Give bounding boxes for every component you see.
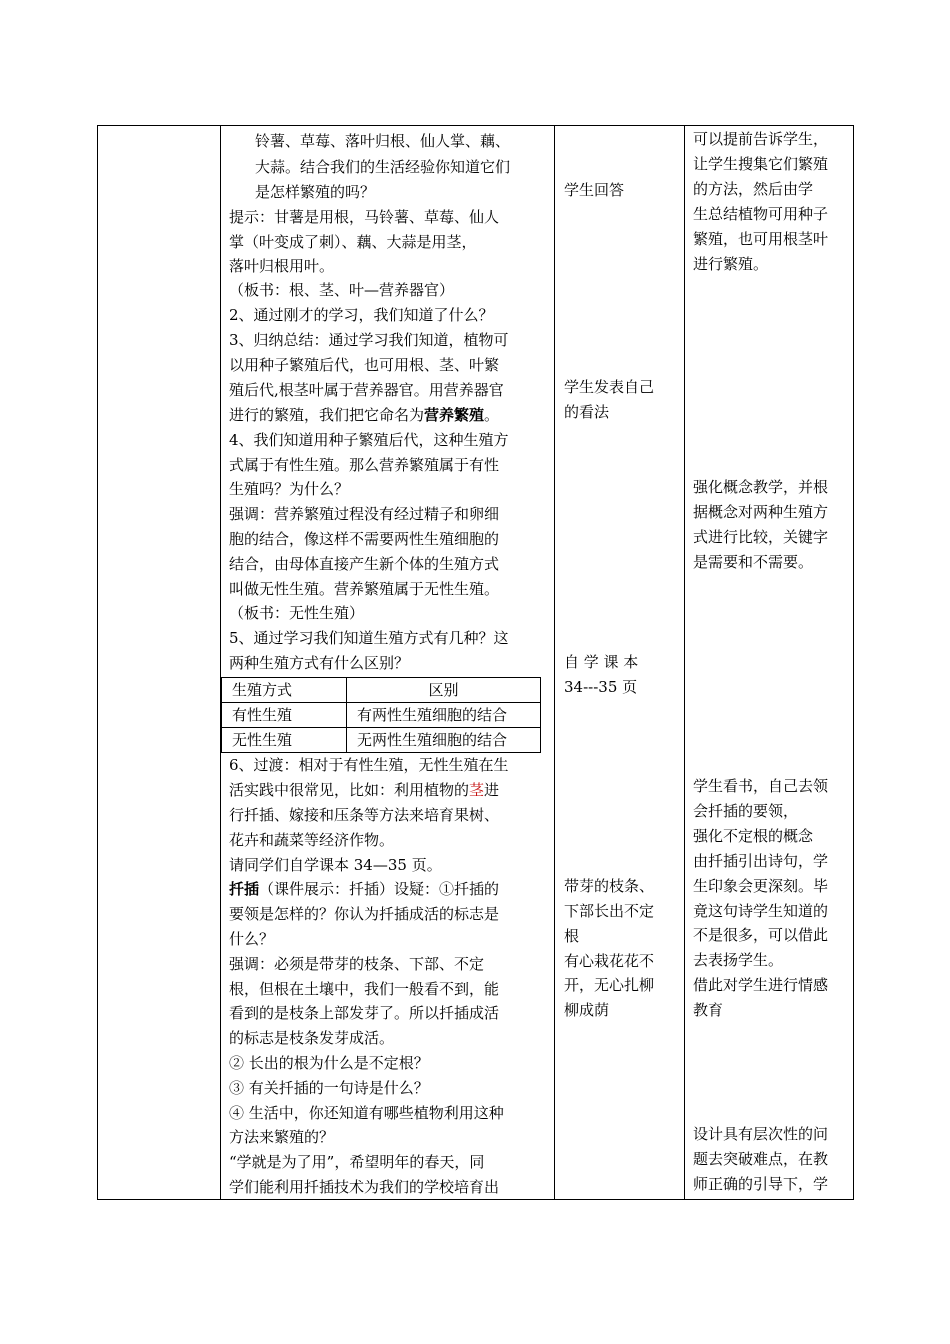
text-line: 不是很多，可以借此 xyxy=(693,926,829,944)
text-span: 进 xyxy=(484,781,500,799)
text-line: 的方法，然后由学 xyxy=(693,180,814,198)
text-line: 什么？ xyxy=(229,930,275,948)
text-line: 的标志是枝条发芽成活。 xyxy=(229,1029,395,1047)
text-line: 根 xyxy=(564,927,580,945)
text-line: ④ 生活中，你还知道有哪些植物利用这种 xyxy=(229,1104,504,1122)
text-line: 让学生搜集它们繁殖 xyxy=(693,155,829,173)
design-intent-cell xyxy=(685,126,854,1200)
text-line: 要领是怎样的？你认为扦插成活的标志是 xyxy=(229,905,500,923)
text-line: 强化不定根的概念 xyxy=(693,827,814,845)
text-line: 自 学 课 本 xyxy=(564,653,639,671)
text-line: 学生回答 xyxy=(564,181,625,199)
text-line: 进行繁殖。 xyxy=(693,255,769,273)
text-line: 开，无心扎柳 xyxy=(564,976,655,994)
table-cell: 无性生殖 xyxy=(222,728,347,753)
text-line: 式进行比较，关键字 xyxy=(693,528,829,546)
text-line xyxy=(229,880,499,898)
text-line: 设计具有层次性的问 xyxy=(693,1125,829,1143)
text-line: ③ 有关扦插的一句诗是什么？ xyxy=(229,1079,429,1097)
text-line: 生印象会更深刻。毕 xyxy=(693,877,829,895)
text-line: 可以提前告诉学生， xyxy=(693,130,829,148)
text-line: 6、过渡：相对于有性生殖，无性生殖在生 xyxy=(229,756,509,774)
text-line: 4、我们知道用种子繁殖后代，这种生殖方 xyxy=(229,431,509,449)
text-line: 提示：甘薯是用根，马铃薯、草莓、仙人 xyxy=(229,208,500,226)
text-line: 是需要和不需要。 xyxy=(693,553,814,571)
text-span: 。 xyxy=(484,406,500,424)
text-line: 掌（叶变成了刺）、藕、大蒜是用茎， xyxy=(229,233,477,251)
text-line: 5、通过学习我们知道生殖方式有几种？这 xyxy=(229,629,509,647)
blackboard-note: （板书：无性生殖） xyxy=(229,604,365,622)
text-line: 方法来繁殖的？ xyxy=(229,1128,335,1146)
text-line: “学就是为了用”，希望明年的春天，同 xyxy=(229,1153,485,1171)
table-cell: 有性生殖 xyxy=(222,703,347,728)
text-line: 会扦插的要领， xyxy=(693,802,799,820)
text-line: 题去突破难点，在教 xyxy=(693,1150,829,1168)
text-line: 行扦插、嫁接和压条等方法来培育果树、 xyxy=(229,806,500,824)
text-line: 殖后代,根茎叶属于营养器官。用营养器官 xyxy=(229,381,504,399)
text-line: 花卉和蔬菜等经济作物。 xyxy=(229,831,395,849)
text-line: 学生看书，自己去领 xyxy=(693,777,829,795)
text-line: 据概念对两种生殖方 xyxy=(693,503,829,521)
text-line: 叫做无性生殖。营养繁殖属于无性生殖。 xyxy=(229,580,500,598)
text-line: 由扦插引出诗句，学 xyxy=(693,852,829,870)
text-line: 两种生殖方式有什么区别？ xyxy=(229,654,410,672)
text-line: 学们能利用扦插技术为我们的学校培育出 xyxy=(229,1178,500,1196)
text-line: 大蒜。结合我们的生活经验你知道它们 xyxy=(255,158,511,176)
lesson-plan-table xyxy=(97,125,854,1200)
text-line: 带芽的枝条、 xyxy=(564,877,655,895)
text-line: 借此对学生进行情感 xyxy=(693,976,829,994)
reproduction-comparison-table xyxy=(221,677,541,753)
text-line: 学生发表自己 xyxy=(564,378,655,396)
student-activity-cell xyxy=(555,126,685,1200)
text-line: 教育 xyxy=(693,1001,724,1019)
text-line: 看到的是枝条上部发芽了。所以扦插成活 xyxy=(229,1004,500,1022)
text-line: ② 长出的根为什么是不定根？ xyxy=(229,1054,429,1072)
text-line: 结合，由母体直接产生新个体的生殖方式 xyxy=(229,555,500,573)
table-cell: 无两性生殖细胞的结合 xyxy=(347,728,541,753)
text-line: 的看法 xyxy=(564,403,610,421)
table-header: 区别 xyxy=(347,678,541,703)
text-line: 34---35 页 xyxy=(564,678,638,696)
text-line: 落叶归根用叶。 xyxy=(229,257,335,275)
blackboard-note: （板书：根、茎、叶—营养器官） xyxy=(229,281,455,299)
text-line: 有心栽花花不 xyxy=(564,952,655,970)
text-line: 繁殖，也可用根茎叶 xyxy=(693,230,829,248)
text-line xyxy=(229,406,499,424)
text-line xyxy=(229,781,499,799)
table-cell: 有两性生殖细胞的结合 xyxy=(347,703,541,728)
text-line: 根，但根在土壤中，我们一般看不到，能 xyxy=(229,980,500,998)
teaching-process-cell xyxy=(221,126,555,1200)
text-line: 2、通过刚才的学习，我们知道了什么？ xyxy=(229,306,494,324)
text-span: （课件展示：扦插）设疑：①扦插的 xyxy=(259,880,500,898)
text-line: 3、归纳总结：通过学习我们知道，植物可 xyxy=(229,331,509,349)
text-line: 铃薯、草莓、落叶归根、仙人掌、藕、 xyxy=(255,132,511,150)
table-header: 生殖方式 xyxy=(222,678,347,703)
highlighted-term: 茎 xyxy=(469,781,485,799)
text-line: 强调：营养繁殖过程没有经过精子和卵细 xyxy=(229,505,500,523)
text-line: 以用种子繁殖后代，也可用根、茎、叶繁 xyxy=(229,356,500,374)
text-line: 是怎样繁殖的吗？ xyxy=(255,183,376,201)
text-span: 活实践中很常见，比如：利用植物的 xyxy=(229,781,470,799)
text-line: 师正确的引导下，学 xyxy=(693,1175,829,1193)
text-line: 式属于有性生殖。那么营养繁殖属于有性 xyxy=(229,456,500,474)
text-line: 请同学们自学课本 34—35 页。 xyxy=(229,856,442,874)
blank-column-cell xyxy=(98,126,221,1200)
key-term: 营养繁殖 xyxy=(424,406,485,424)
text-line: 强化概念教学，并根 xyxy=(693,478,829,496)
text-span: 进行的繁殖，我们把它命名为 xyxy=(229,406,425,424)
text-line: 下部长出不定 xyxy=(564,902,655,920)
text-line: 生殖吗？为什么？ xyxy=(229,480,350,498)
key-term: 扦插 xyxy=(229,880,260,898)
text-line: 去表扬学生。 xyxy=(693,951,784,969)
text-line: 柳成荫 xyxy=(564,1001,610,1019)
text-line: 竟这句诗学生知道的 xyxy=(693,902,829,920)
text-line: 强调：必须是带芽的枝条、下部、不定 xyxy=(229,955,485,973)
text-line: 生总结植物可用种子 xyxy=(693,205,829,223)
text-line: 胞的结合，像这样不需要两性生殖细胞的 xyxy=(229,530,500,548)
